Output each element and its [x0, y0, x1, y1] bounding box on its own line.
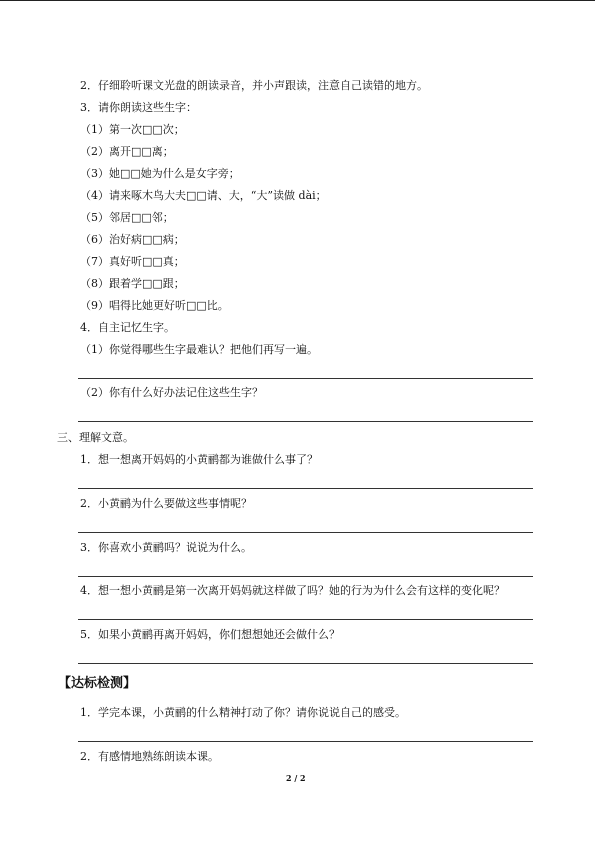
- section3-title: 三、理解文意。: [57, 431, 134, 444]
- answer-line: [78, 619, 533, 620]
- answer-line: [78, 421, 533, 422]
- answer-line: [78, 576, 533, 577]
- char-item-9: （9）唱得比她更好听□□比。: [80, 299, 229, 312]
- char-item-6: （6）治好病□□病；: [80, 233, 185, 246]
- instruction-read-chars: 3．请你朗读这些生字：: [80, 101, 197, 114]
- instruction-listen: 2．仔细聆听课文光盘的朗读录音，并小声跟读，注意自己读错的地方。: [80, 79, 428, 92]
- char-item-4: （4）请来啄木鸟大夫□□请、大，“大”读做 dài；: [80, 189, 327, 202]
- memory-title: 4．自主记忆生字。: [80, 321, 175, 334]
- memory-question-2: （2）你有什么好办法记住这些生字？: [80, 386, 263, 399]
- assessment-item-2: 2．有感情地熟练朗读本课。: [80, 750, 219, 763]
- char-item-8: （8）跟着学□□跟；: [80, 277, 185, 290]
- page-number: 2 / 2: [286, 773, 306, 783]
- char-item-2: （2）离开□□离；: [80, 145, 174, 158]
- comprehension-question-2: 2．小黄鹂为什么要做这些事情呢？: [80, 497, 252, 510]
- char-item-7: （7）真好听□□真；: [80, 255, 185, 268]
- page-top-border: [0, 0, 595, 1]
- char-item-3: （3）她□□她为什么是女字旁；: [80, 167, 240, 180]
- answer-line: [78, 663, 533, 664]
- assessment-heading: 【达标检测】: [58, 676, 137, 691]
- memory-question-1: （1）你觉得哪些生字最难认？把他们再写一遍。: [80, 343, 318, 356]
- char-item-5: （5）邻居□□邻；: [80, 211, 174, 224]
- answer-line: [78, 378, 533, 379]
- answer-line: [78, 741, 533, 742]
- comprehension-question-5: 5．如果小黄鹂再离开妈妈，你们想想她还会做什么？: [80, 628, 340, 641]
- comprehension-question-1: 1．想一想离开妈妈的小黄鹂都为谁做什么事了？: [80, 453, 318, 466]
- answer-line: [78, 488, 533, 489]
- assessment-item-1: 1．学完本课，小黄鹂的什么精神打动了你？请你说说自己的感受。: [80, 706, 406, 719]
- answer-line: [78, 532, 533, 533]
- char-item-1: （1）第一次□□次；: [80, 123, 185, 136]
- comprehension-question-3: 3．你喜欢小黄鹂吗？说说为什么。: [80, 541, 252, 554]
- comprehension-question-4: 4．想一想小黄鹂是第一次离开妈妈就这样做了吗？她的行为为什么会有这样的变化呢？: [80, 584, 505, 597]
